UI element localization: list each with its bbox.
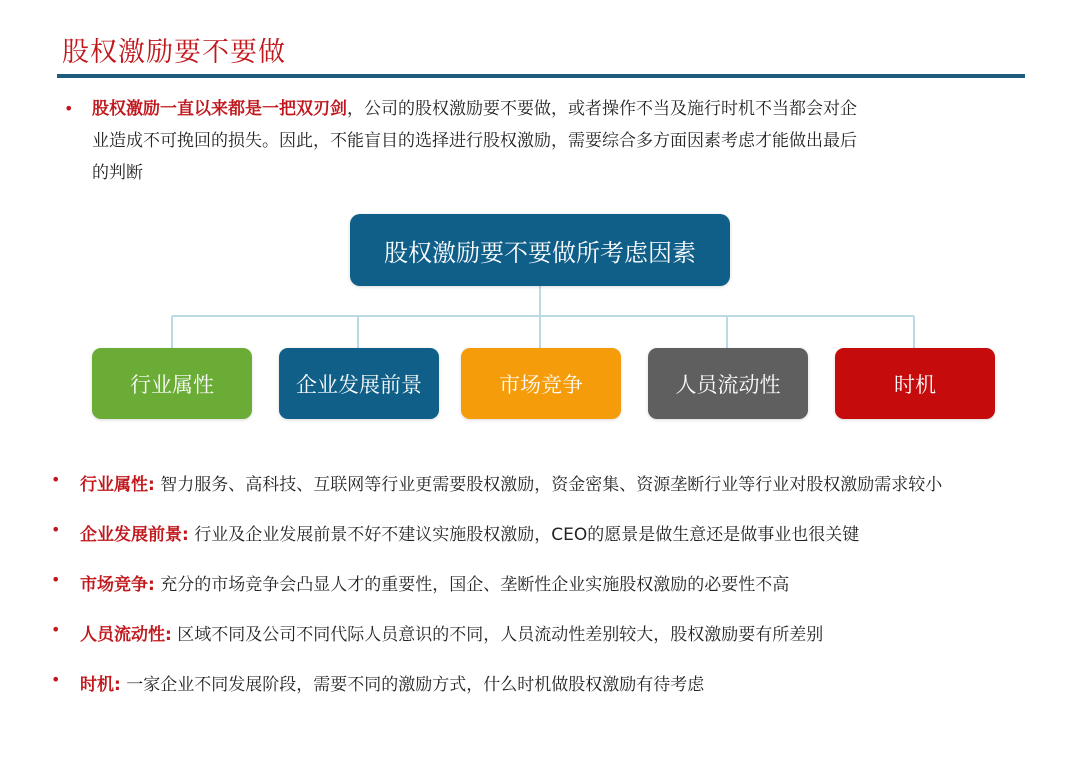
bullet-icon: • [51,520,61,539]
factor-text: 区域不同及公司不同代际人员意识的不同，人员流动性差别较大，股权激励要有所差别 [177,625,824,645]
node-staff-mobility: 人员流动性 [648,348,808,419]
factor-item [80,670,704,695]
node-industry: 行业属性 [92,348,252,419]
bullet-icon: • [51,620,61,639]
bullet-icon: • [64,99,74,118]
bullet-icon: • [51,470,61,489]
factor-item [80,620,823,645]
intro-line3: 的判断 [92,163,143,183]
factor-text: 充分的市场竞争会凸显人才的重要性，国企、垄断性企业实施股权激励的必要性不高 [160,575,790,595]
intro-highlight: 股权激励一直以来都是一把双刃剑 [92,99,347,119]
factor-key: 企业发展前景: [80,525,189,545]
bullet-icon: • [51,570,61,589]
factor-key: 时机: [80,675,121,695]
node-enterprise-outlook: 企业发展前景 [279,348,439,419]
factor-item [80,570,789,595]
page-title: 股权激励要不要做 [62,37,286,68]
bullet-icon: • [51,670,61,689]
factor-text: 一家企业不同发展阶段，需要不同的激励方式，什么时机做股权激励有待考虑 [126,675,705,695]
node-timing: 时机 [835,348,995,419]
factor-text: 行业及企业发展前景不好不建议实施股权激励，CEO的愿景是做生意还是做事业也很关键 [194,525,860,545]
factor-item [80,520,859,545]
diagram-root-node: 股权激励要不要做所考虑因素 [350,214,730,286]
factor-key: 市场竞争: [80,575,155,595]
intro-line2: 业造成不可挽回的损失。因此，不能盲目的选择进行股权激励，需要综合多方面因素考虑才能做出最后 [92,131,857,151]
factor-text: 智力服务、高科技、互联网等行业更需要股权激励，资金密集、资源垄断行业等行业对股权激励需求较小 [160,475,943,495]
intro-line1: ，公司的股权激励要不要做，或者操作不当及施行时机不当都会对企 [347,99,857,119]
node-market-competition: 市场竞争 [461,348,621,419]
factor-key: 人员流动性: [80,625,172,645]
factor-item [80,470,942,495]
factor-key: 行业属性: [80,475,155,495]
